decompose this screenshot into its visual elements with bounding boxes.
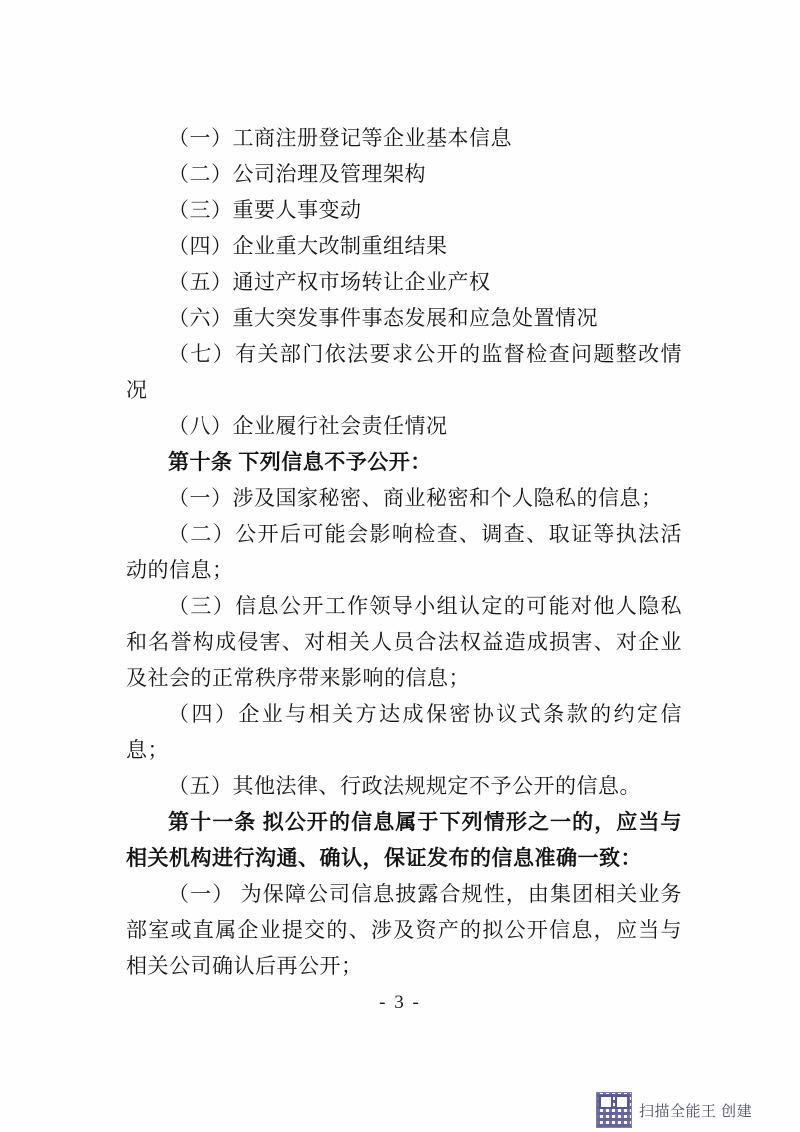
scan-watermark [596, 1092, 752, 1128]
list-item: （八）企业履行社会责任情况 [168, 414, 448, 438]
list-item: （五）通过产权市场转让企业产权 [168, 270, 491, 294]
document-body [126, 120, 682, 984]
list-item: （三）重要人事变动 [168, 198, 362, 222]
list-item: （六）重大突发事件事态发展和应急处置情况 [168, 306, 598, 330]
list-item: （二）公开后可能会影响检查、调查、取证等执法活动的信息； [126, 522, 682, 582]
list-item: （三）信息公开工作领导小组认定的可能对他人隐私和名誉构成侵害、对相关人员合法权益造成损害、对企业及社会的正常秩序带来影响的信息； [126, 594, 682, 690]
list-item: （四）企业与相关方达成保密协议式条款的约定信息； [126, 702, 682, 762]
qr-code-icon [596, 1092, 632, 1128]
list-item: （七）有关部门依法要求公开的监督检查问题整改情况 [126, 342, 682, 402]
list-item: （四）企业重大改制重组结果 [168, 234, 448, 258]
list-item: （一）工商注册登记等企业基本信息 [168, 126, 512, 150]
list-item: （五）其他法律、行政法规规定不予公开的信息。 [168, 774, 641, 798]
list-item: （一） 为保障公司信息披露合规性，由集团相关业务部室或直属企业提交的、涉及资产的拟公开信息，应当与相关公司确认后再公开； [126, 882, 682, 978]
list-item: （一）涉及国家秘密、商业秘密和个人隐私的信息； [168, 486, 663, 510]
watermark-label: 扫描全能王 创建 [639, 1102, 753, 1120]
page-number: - 3 - [379, 992, 421, 1013]
article-heading-eleven: 第十一条 拟公开的信息属于下列情形之一的，应当与相关机构进行沟通、确认，保证发布的信息准确一致： [126, 810, 682, 870]
list-item: （二）公司治理及管理架构 [168, 162, 426, 186]
article-heading-ten: 第十条 下列信息不予公开： [168, 450, 432, 474]
